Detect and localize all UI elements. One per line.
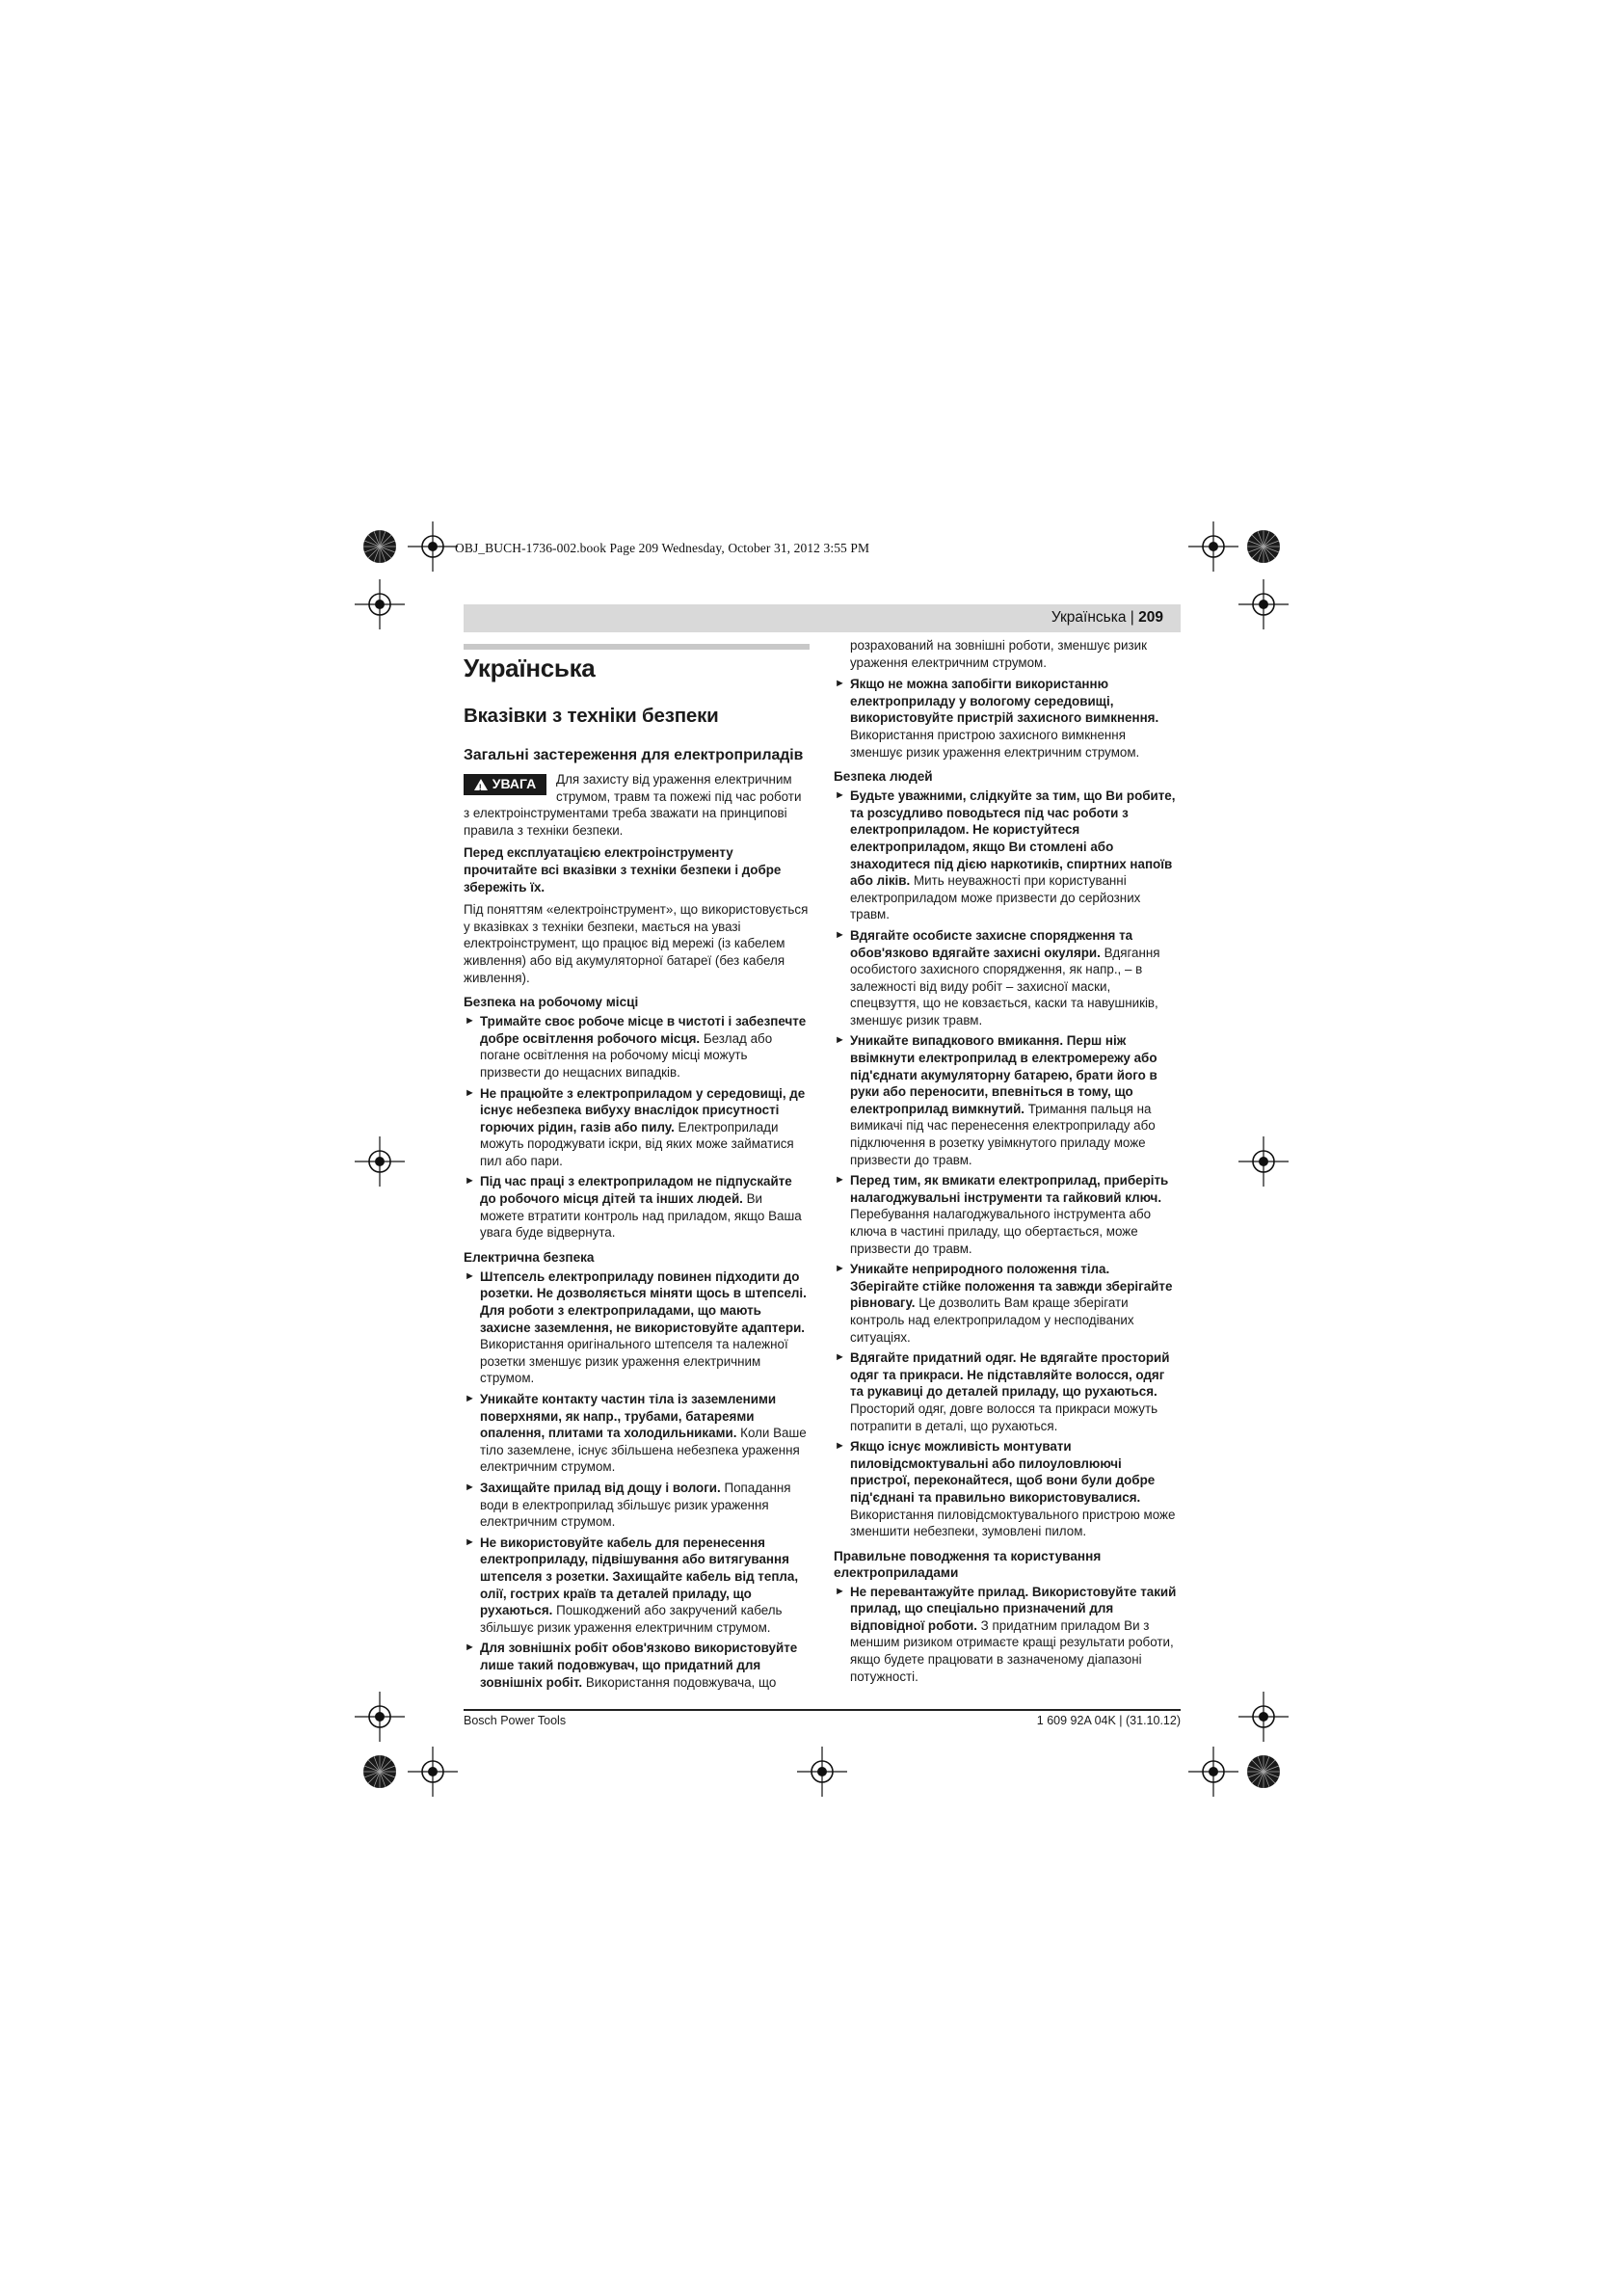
read-instructions: Перед експлуатацією електроінструменту прочитайте всі вказівки з техніки безпеки і добре збережіть їх. (464, 845, 782, 894)
list-item (834, 676, 1181, 761)
item-text: Вдягання особистого захисного спорядження, як напр., – в залежності від виду робіт – захисної маски, спецвзуття, що не ковзається, каски та навушників, зменшує ризик травм. (850, 945, 1160, 1028)
bullet-arrow-icon: ► (835, 1585, 845, 1597)
bullet-arrow-icon: ► (465, 1481, 475, 1493)
continuation-text: розрахований на зовнішні роботи, зменшує ризик ураження електричним струмом. (850, 638, 1147, 670)
list-item (464, 1640, 810, 1691)
item-text: З придатним приладом Ви з меншим ризиком отримаєте кращі результати роботи, якщо будете працювати в зазначеному діапазоні потужності. (850, 1617, 1174, 1684)
bullet-arrow-icon: ► (835, 1351, 845, 1364)
electrical-list-continued (834, 676, 1181, 761)
warning-label: УВАГА (492, 776, 537, 792)
header-text (1051, 609, 1163, 627)
print-slug: OBJ_BUCH-1736-002.book Page 209 Wednesday, October 31, 2012 3:55 PM (455, 541, 870, 555)
registration-target-icon (355, 1136, 405, 1187)
item-bold-text: Не використовуйте кабель для перенесення електроприладу, підвішування або витягування штепселя з розетки. Захищайте кабель від тепла, олії, гострих країв та деталей приладу, що рухаються. (480, 1535, 799, 1618)
item-bold-text: Тримайте своє робоче місце в чистоті і забезпечте добре освітлення робочого місця. (480, 1014, 807, 1046)
page-header (464, 604, 1181, 632)
list-item (834, 1032, 1181, 1168)
list-item (834, 788, 1181, 923)
bullet-arrow-icon: ► (465, 1269, 475, 1282)
electrical-heading: Електрична безпека (464, 1249, 595, 1265)
electrical-list (464, 1268, 810, 1691)
personal-heading: Безпека людей (834, 769, 933, 785)
list-item (834, 1261, 1181, 1346)
footer-code: 1 609 92A 04K | (31.10.12) (1036, 1714, 1181, 1727)
warning-badge (464, 774, 546, 795)
right-column (834, 637, 1181, 1689)
header-language: Українська (1051, 609, 1127, 626)
item-bold-text: Вдягайте особисте захисне спорядження та обов'язково вдягайте захисні окуляри. (850, 927, 1133, 960)
registration-target-icon (1238, 1692, 1289, 1742)
list-item (834, 1438, 1181, 1540)
item-bold-text: Штепсель електроприладу повинен підходити до розетки. Не дозволяється міняти щось в штепселі. Для роботи з електроприладами, що мають захисне заземлення, не використовуйте адаптери. (480, 1268, 807, 1335)
warning-block (464, 771, 810, 839)
item-bold-text: Вдягайте придатний одяг. Не вдягайте просторий одяг та прикраси. Не підставляйте волосся, одяг та рукавиці до деталей приладу, що рухаються. (850, 1350, 1170, 1400)
title-rule (464, 644, 810, 650)
item-bold-text: Для зовнішніх робіт обов'язково використовуйте лише такий подовжувач, що придатний для зовнішніх робіт. (480, 1641, 798, 1690)
star-target-icon (1247, 1755, 1280, 1788)
item-bold-text: Уникайте випадкового вмикання. Перш ніж ввімкнути електроприлад в електромережу або під'єднати акумуляторну батарею, брати його в руки або переносити, впевніться в тому, що електроприлад вимкнутий. (850, 1033, 1157, 1116)
workplace-heading: Безпека на робочому місці (464, 995, 639, 1010)
item-text: Електроприлади можуть породжувати іскри, від яких може займатися пил або пари. (480, 1119, 794, 1168)
registration-target-icon (1238, 1136, 1289, 1187)
workplace-list (464, 1013, 810, 1241)
registration-target-icon (1238, 579, 1289, 629)
item-text: Мить неуважності при користуванні електроприладом може призвести до серйозних травм. (850, 873, 1141, 922)
usage-heading: Правильне поводження та користування електроприладами (834, 1548, 1102, 1580)
bullet-arrow-icon: ► (465, 1175, 475, 1188)
list-item (464, 1085, 810, 1170)
item-text: Використання пиловідсмоктувального пристрою може зменшити небезпеки, зумовлені пилом. (850, 1507, 1176, 1539)
registration-target-icon (355, 579, 405, 629)
bullet-arrow-icon: ► (835, 678, 845, 690)
page-number: 209 (1138, 609, 1163, 626)
item-text: Тримання пальця на вимикачі під час перенесення електроприладу або підключення в розетку увімкнутого приладу може призвести до травм. (850, 1101, 1156, 1167)
item-bold-text: Захищайте прилад від дощу і вологи. (480, 1480, 721, 1495)
item-bold-text: Уникайте неприродного положення тіла. Зберігайте стійке положення та завжди зберігайте рівновагу. (850, 1262, 1173, 1311)
page-title: Українська (464, 654, 596, 682)
left-column (464, 652, 810, 1695)
bullet-arrow-icon: ► (835, 789, 845, 802)
star-target-icon (363, 1755, 396, 1788)
list-item (834, 1584, 1181, 1686)
item-text: Попадання води в електроприлад збільшує ризик ураження електричним струмом. (480, 1480, 791, 1530)
general-heading: Загальні застереження для електроприладів (464, 747, 804, 763)
list-item (464, 1268, 810, 1387)
bullet-arrow-icon: ► (835, 1440, 845, 1453)
list-item (464, 1480, 810, 1531)
item-text: Використання оригінального штепселя та належної розетки зменшує ризик ураження електричним струмом. (480, 1337, 788, 1386)
list-item (834, 1172, 1181, 1257)
item-text: Використання пристрою захисного вимкнення зменшує ризик ураження електричним струмом. (850, 727, 1140, 760)
registration-target-icon (408, 1747, 458, 1797)
item-text: Ви можете втратити контроль над приладом, якщо Ваша увага буде відвернута. (480, 1191, 802, 1241)
bullet-arrow-icon: ► (465, 1086, 475, 1099)
item-text: Пошкоджений або закручений кабель збільшує ризик ураження електричним струмом. (480, 1603, 783, 1635)
bullet-arrow-icon: ► (835, 1034, 845, 1047)
definition-text: Під поняттям «електроінструмент», що використовується у вказівках з техніки безпеки, мається на увазі електроінструмент, що працює від мережі (із кабелем живлення) або від акумуляторної батареї (без кабеля живлення). (464, 902, 809, 985)
bullet-arrow-icon: ► (835, 1263, 845, 1275)
warning-text: Для захисту від ураження електричним струмом, травм та пожежі під час роботи з електроінструментами треба зважати на принципові правила з техніки безпеки. (464, 772, 802, 838)
list-item (464, 1173, 810, 1241)
item-bold-text: Під час праці з електроприладом не підпускайте до робочого місця дітей та інших людей. (480, 1174, 792, 1207)
registration-target-icon (1188, 521, 1238, 572)
bullet-arrow-icon: ► (465, 1642, 475, 1654)
item-text: Коли Ваше тіло заземлене, існує збільшена небезпека ураження електричним струмом. (480, 1426, 807, 1475)
warning-triangle-icon (474, 779, 488, 790)
footer-rule (464, 1709, 1181, 1711)
item-text: Це дозволить Вам краще зберігати контроль над електроприладом у несподіваних ситуаціях. (850, 1295, 1134, 1345)
registration-target-icon (408, 521, 458, 572)
registration-target-icon (1188, 1747, 1238, 1797)
list-item (464, 1013, 810, 1081)
item-text: Просторий одяг, довге волосся та прикраси можуть потрапити в деталі, що рухаються. (850, 1401, 1158, 1433)
bullet-arrow-icon: ► (465, 1393, 475, 1404)
list-item (464, 1535, 810, 1637)
header-separator: | (1126, 609, 1139, 626)
registration-target-icon (355, 1692, 405, 1742)
bullet-arrow-icon: ► (465, 1015, 475, 1028)
item-bold-text: Не перевантажуйте прилад. Використовуйте такий прилад, що спеціально призначений для відповідної роботи. (850, 1584, 1177, 1633)
list-item (834, 1349, 1181, 1434)
list-item (834, 927, 1181, 1029)
item-bold-text: Будьте уважними, слідкуйте за тим, що Ви робите, та розсудливо поводьтеся під час роботи з електроприладом. Не користуйтеся електроприладом, якщо Ви стомлені або знаходитеся під дією наркотиків, спиртних напоїв або ліків. (850, 788, 1176, 889)
item-bold-text: Уникайте контакту частин тіла із заземленими поверхнями, як напр., трубами, батареями опалення, плитами та холодильниками. (480, 1392, 777, 1441)
bullet-arrow-icon: ► (835, 1174, 845, 1187)
item-bold-text: Перед тим, як вмикати електроприлад, приберіть налагоджувальні інструменти та гайковий ключ. (850, 1173, 1169, 1205)
usage-list (834, 1584, 1181, 1686)
item-bold-text: Якщо існує можливість монтувати пиловідсмоктувальні або пилоуловлюючі пристрої, переконайтеся, щоб вони були добре під'єднані та правильно використовувалися. (850, 1439, 1156, 1505)
personal-list (834, 788, 1181, 1540)
item-text: Безлад або погане освітлення на робочому місці можуть призвести до нещасних випадків. (480, 1030, 773, 1080)
item-bold-text: Якщо не можна запобігти використанню електроприладу у вологому середовищі, використовуйте пристрій захисного вимкнення. (850, 677, 1159, 726)
item-text: Використання подовжувача, що (582, 1674, 777, 1690)
section-title: Вказівки з техніки безпеки (464, 705, 719, 727)
bullet-arrow-icon: ► (465, 1535, 475, 1548)
item-text: Перебування налагоджувального інструмента або ключа в частині приладу, що обертається, може призвести до травм. (850, 1207, 1152, 1256)
star-target-icon (363, 530, 396, 563)
list-item (464, 1391, 810, 1476)
star-target-icon (1247, 530, 1280, 563)
bullet-arrow-icon: ► (835, 928, 845, 941)
registration-target-icon (797, 1747, 847, 1797)
footer-brand: Bosch Power Tools (464, 1714, 567, 1727)
item-bold-text: Не працюйте з електроприладом у середовищі, де існує небезпека вибуху внаслідок присутності горючих рідин, газів або пилу. (480, 1085, 806, 1135)
